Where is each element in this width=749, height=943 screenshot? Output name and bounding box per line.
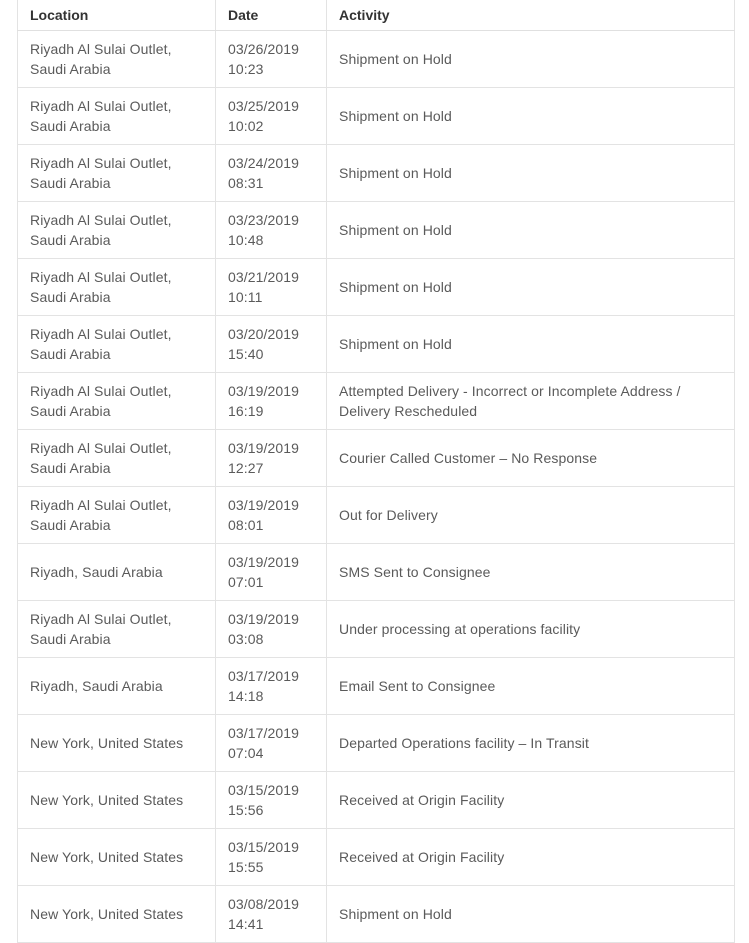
activity-cell-text: Shipment on Hold — [339, 164, 452, 181]
date-cell-text: 03/24/2019 08:31 — [228, 154, 300, 191]
date-cell-text: 03/19/2019 12:27 — [228, 439, 300, 476]
table-row — [18, 885, 735, 942]
activity-cell-text: Out for Delivery — [339, 506, 438, 523]
location-cell-text: Riyadh Al Sulai Outlet, Saudi Arabia — [30, 211, 172, 248]
location-cell-text: New York, United States — [30, 848, 184, 865]
table-row — [18, 486, 735, 543]
activity-cell-text: Shipment on Hold — [339, 278, 452, 295]
activity-cell-text: Email Sent to Consignee — [339, 677, 496, 694]
date-cell — [216, 771, 327, 828]
location-cell — [18, 144, 216, 201]
date-cell-text: 03/08/2019 14:41 — [228, 895, 300, 932]
date-cell — [216, 828, 327, 885]
table-row — [18, 543, 735, 600]
table-row — [18, 828, 735, 885]
table-row — [18, 429, 735, 486]
column-header-activity: Activity — [327, 0, 735, 30]
date-cell — [216, 714, 327, 771]
activity-cell — [327, 600, 735, 657]
location-cell — [18, 87, 216, 144]
date-cell — [216, 201, 327, 258]
table-row — [18, 714, 735, 771]
location-cell-text: Riyadh Al Sulai Outlet, Saudi Arabia — [30, 496, 172, 533]
date-cell — [216, 315, 327, 372]
date-cell — [216, 657, 327, 714]
date-cell-text: 03/20/2019 15:40 — [228, 325, 300, 362]
location-cell — [18, 315, 216, 372]
location-cell-text: New York, United States — [30, 734, 184, 751]
tracking-history-table-container — [17, 0, 734, 943]
date-cell — [216, 486, 327, 543]
activity-cell-text: Courier Called Customer – No Response — [339, 449, 598, 466]
location-cell-text: New York, United States — [30, 905, 184, 922]
date-cell-text: 03/17/2019 14:18 — [228, 667, 300, 704]
location-cell — [18, 486, 216, 543]
location-cell-text: Riyadh Al Sulai Outlet, Saudi Arabia — [30, 610, 172, 647]
location-cell-text: Riyadh Al Sulai Outlet, Saudi Arabia — [30, 97, 172, 134]
table-header-row — [18, 0, 735, 30]
location-cell — [18, 258, 216, 315]
date-cell — [216, 30, 327, 87]
table-row — [18, 30, 735, 87]
activity-cell — [327, 87, 735, 144]
table-row — [18, 657, 735, 714]
activity-cell — [327, 771, 735, 828]
location-cell — [18, 372, 216, 429]
location-cell-text: Riyadh, Saudi Arabia — [30, 677, 163, 694]
date-cell-text: 03/15/2019 15:56 — [228, 781, 300, 818]
activity-cell — [327, 657, 735, 714]
date-cell — [216, 885, 327, 942]
date-cell — [216, 429, 327, 486]
table-row — [18, 372, 735, 429]
activity-cell — [327, 429, 735, 486]
date-cell-text: 03/19/2019 03:08 — [228, 610, 300, 647]
location-cell — [18, 714, 216, 771]
activity-cell — [327, 258, 735, 315]
location-cell-text: Riyadh Al Sulai Outlet, Saudi Arabia — [30, 154, 172, 191]
date-cell — [216, 87, 327, 144]
activity-cell — [327, 885, 735, 942]
activity-cell-text: Under processing at operations facility — [339, 620, 581, 637]
location-cell-text: Riyadh Al Sulai Outlet, Saudi Arabia — [30, 439, 172, 476]
location-cell — [18, 30, 216, 87]
table-row — [18, 600, 735, 657]
activity-cell — [327, 828, 735, 885]
column-header-location: Location — [18, 0, 216, 30]
location-cell-text: Riyadh Al Sulai Outlet, Saudi Arabia — [30, 268, 172, 305]
table-row — [18, 315, 735, 372]
activity-cell-text: Shipment on Hold — [339, 905, 452, 922]
date-cell — [216, 372, 327, 429]
date-cell-text: 03/25/2019 10:02 — [228, 97, 300, 134]
activity-cell — [327, 315, 735, 372]
activity-cell-text: SMS Sent to Consignee — [339, 563, 491, 580]
date-cell-text: 03/21/2019 10:11 — [228, 268, 300, 305]
activity-cell — [327, 201, 735, 258]
activity-cell-text: Departed Operations facility – In Transit — [339, 734, 589, 751]
table-row — [18, 201, 735, 258]
activity-cell-text: Received at Origin Facility — [339, 848, 505, 865]
location-cell — [18, 201, 216, 258]
activity-cell — [327, 714, 735, 771]
table-row — [18, 87, 735, 144]
activity-cell-text: Shipment on Hold — [339, 335, 452, 352]
activity-cell-text: Attempted Delivery - Incorrect or Incomplete Address / Delivery Rescheduled — [339, 382, 681, 419]
activity-cell — [327, 543, 735, 600]
activity-cell-text: Shipment on Hold — [339, 50, 452, 67]
location-cell-text: Riyadh Al Sulai Outlet, Saudi Arabia — [30, 382, 172, 419]
activity-cell-text: Shipment on Hold — [339, 221, 452, 238]
date-cell-text: 03/19/2019 07:01 — [228, 553, 300, 590]
location-cell — [18, 828, 216, 885]
date-cell-text: 03/23/2019 10:48 — [228, 211, 300, 248]
location-cell-text: Riyadh Al Sulai Outlet, Saudi Arabia — [30, 40, 172, 77]
date-cell-text: 03/19/2019 08:01 — [228, 496, 300, 533]
activity-cell — [327, 144, 735, 201]
location-cell — [18, 771, 216, 828]
date-cell-text: 03/26/2019 10:23 — [228, 40, 300, 77]
location-cell — [18, 429, 216, 486]
location-cell — [18, 543, 216, 600]
location-cell — [18, 657, 216, 714]
date-cell — [216, 600, 327, 657]
activity-cell — [327, 372, 735, 429]
activity-cell-text: Shipment on Hold — [339, 107, 452, 124]
activity-cell — [327, 30, 735, 87]
activity-cell-text: Received at Origin Facility — [339, 791, 505, 808]
location-cell-text: New York, United States — [30, 791, 184, 808]
table-row — [18, 144, 735, 201]
date-cell-text: 03/15/2019 15:55 — [228, 838, 300, 875]
date-cell — [216, 543, 327, 600]
date-cell — [216, 144, 327, 201]
location-cell — [18, 600, 216, 657]
table-row — [18, 258, 735, 315]
date-cell-text: 03/19/2019 16:19 — [228, 382, 300, 419]
tracking-history-table — [17, 0, 735, 943]
table-body — [18, 30, 735, 942]
location-cell-text: Riyadh Al Sulai Outlet, Saudi Arabia — [30, 325, 172, 362]
location-cell-text: Riyadh, Saudi Arabia — [30, 563, 163, 580]
date-cell-text: 03/17/2019 07:04 — [228, 724, 300, 761]
location-cell — [18, 885, 216, 942]
column-header-date: Date — [216, 0, 327, 30]
activity-cell — [327, 486, 735, 543]
date-cell — [216, 258, 327, 315]
table-row — [18, 771, 735, 828]
